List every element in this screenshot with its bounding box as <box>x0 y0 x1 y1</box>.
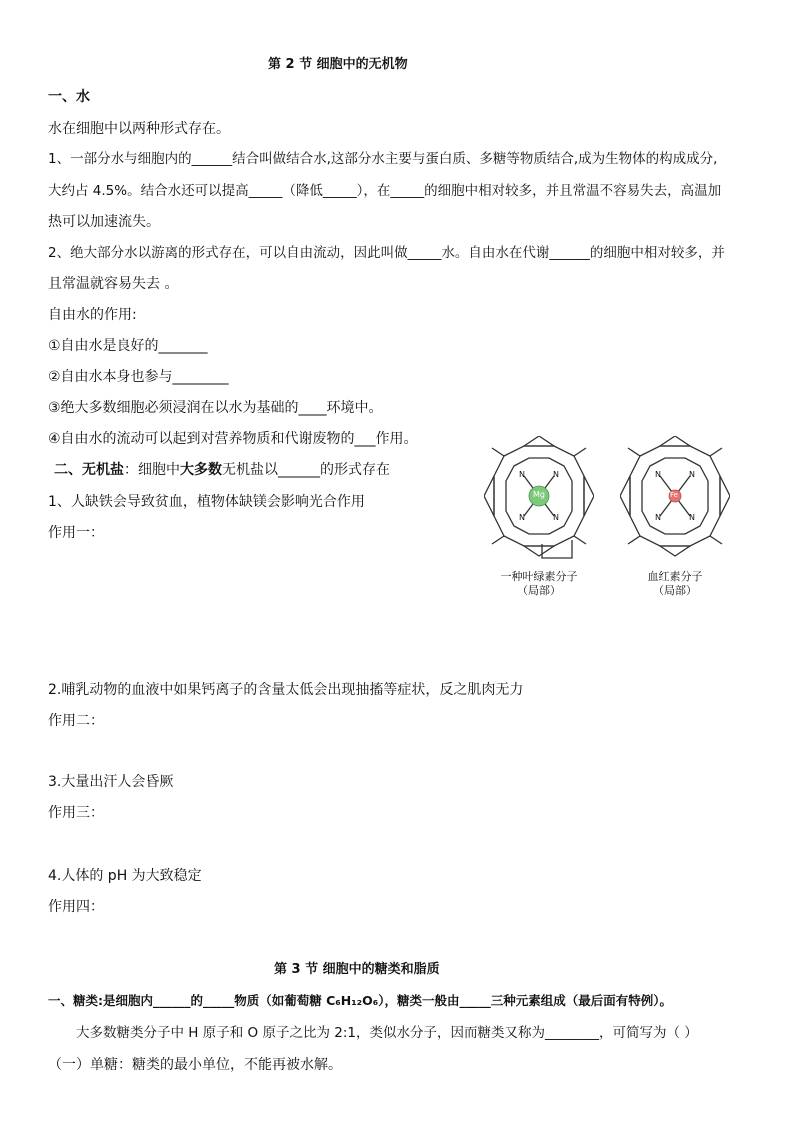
section3-title: 第 3 节 细胞中的糖类和脂质 <box>274 962 440 977</box>
para2-line1: 2、绝大部分水以游离的形式存在，可以自由流动，因此叫做_____水。自由水在代谢______的细胞中相对较多，并 <box>48 245 725 261</box>
heme-center-label: Fe <box>670 491 678 499</box>
heme-n4: N <box>689 513 695 522</box>
heme-n3: N <box>655 513 661 522</box>
heading-salt-bold2: 大多数 <box>180 462 222 478</box>
heading-salt-rest: ：细胞中 <box>124 462 180 478</box>
para1-line1: 1、一部分水与细胞内的______结合叫做结合水,这部分水主要与蛋白质、多糖等物质结合,成为生物体的构成成分, <box>48 151 718 167</box>
salt-role-4: 作用四： <box>48 899 104 915</box>
heme-caption-2: （局部） <box>653 584 697 597</box>
heme-caption-1: 血红素分子 <box>647 570 703 583</box>
heme-n2: N <box>689 470 695 479</box>
free-water-item-3: ③绝大多数细胞必须浸润在以水为基础的____环境中。 <box>48 400 383 416</box>
free-water-item-2: ②自由水本身也参与________ <box>48 369 229 385</box>
chlorophyll-n4: N <box>553 513 559 522</box>
heading-sugar: 一、糖类:是细胞内______的_____物质（如葡萄糖 C₆H₁₂O₆），糖类一般由_____三种元素组成（最后面有特例）。 <box>48 993 673 1008</box>
salt-role-1: 作用一： <box>48 525 104 541</box>
free-water-title: 自由水的作用: <box>48 307 137 323</box>
heading-salt-end: 无机盐以______的形式存在 <box>222 462 390 478</box>
chlorophyll-n1: N <box>519 470 525 479</box>
para2-line2: 且常温就容易失去 。 <box>48 276 179 292</box>
sugar-paragraph: 大多数糖类分子中 H 原子和 O 原子之比为 2:1，类似水分子，因而糖类又称为________，可简写为（ ） <box>76 1025 698 1041</box>
salt-role-3: 作用三： <box>48 805 104 821</box>
heading-salt-bold: 无机盐 <box>82 462 124 478</box>
chlorophyll-caption-1: 一种叶绿素分子 <box>500 570 578 583</box>
salt-example-3: 3.大量出汗人会昏厥 <box>48 774 174 790</box>
chlorophyll-n2: N <box>553 470 559 479</box>
salt-example-4: 4.人体的 pH 为大致稳定 <box>48 868 202 884</box>
chlorophyll-caption-2: （局部） <box>517 584 561 597</box>
porphyrin-figure <box>484 436 754 601</box>
para1-line2: 大约占 4.5%。结合水还可以提高_____（降低_____），在_____的细胞中相对较多，并且常温不容易失去，高温加 <box>48 183 722 199</box>
water-intro: 水在细胞中以两种形式存在。 <box>48 121 230 137</box>
free-water-item-4: ④自由水的流动可以起到对营养物质和代谢废物的___作用。 <box>48 431 418 447</box>
para1-line3: 热可以加速流失。 <box>48 214 160 230</box>
free-water-item-1: ①自由水是良好的_______ <box>48 338 208 354</box>
heading-salt-prefix: 二、 <box>54 462 82 478</box>
heme-n1: N <box>655 470 661 479</box>
chlorophyll-n3: N <box>519 513 525 522</box>
salt-role-2: 作用二： <box>48 713 104 729</box>
section2-title: 第 2 节 细胞中的无机物 <box>268 57 408 72</box>
salt-example-1: 1、人缺铁会导致贫血，植物体缺镁会影响光合作用 <box>48 494 365 510</box>
heading-water: 一、水 <box>48 89 90 105</box>
monosaccharide-line: （一）单糖：糖类的最小单位，不能再被水解。 <box>48 1057 342 1073</box>
chlorophyll-center-label: Mg <box>533 490 545 499</box>
heading-inorganic-salt <box>54 461 390 479</box>
salt-example-2: 2.哺乳动物的血液中如果钙离子的含量太低会出现抽搐等症状，反之肌肉无力 <box>48 682 524 698</box>
